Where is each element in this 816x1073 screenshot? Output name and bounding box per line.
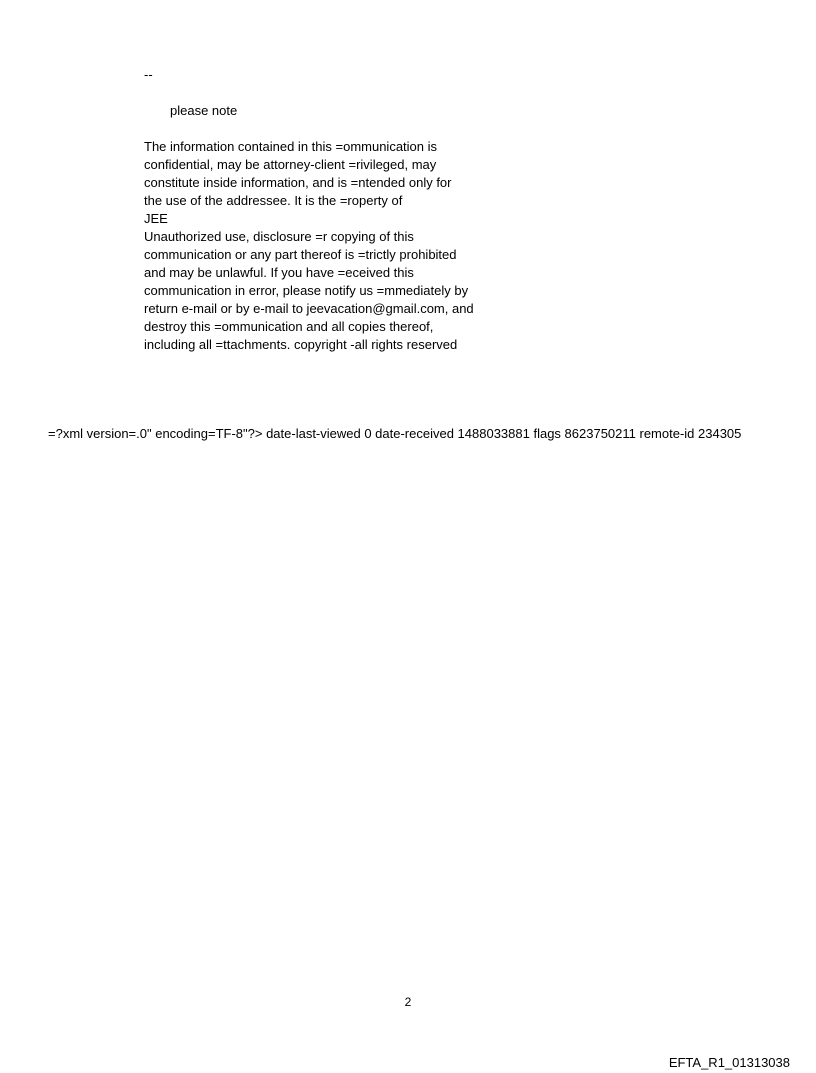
disclaimer-line: destroy this =ommunication and all copies thereof,: [144, 319, 434, 334]
disclaimer-line: return e-mail or by e-mail to jeevacation@gmail.com, and: [144, 301, 474, 316]
disclaimer-line: the use of the addressee. It is the =roperty of: [144, 193, 403, 208]
note-label: please note: [170, 103, 238, 118]
disclaimer-line: constitute inside information, and is =ntended only for: [144, 175, 452, 190]
confidentiality-disclaimer: [144, 138, 524, 354]
disclaimer-line: JEE: [144, 211, 168, 226]
disclaimer-line: Unauthorized use, disclosure =r copying of this: [144, 229, 414, 244]
page-number: 2: [404, 995, 412, 1009]
disclaimer-line: communication in error, please notify us =mmediately by: [144, 283, 469, 298]
disclaimer-line: confidential, may be attorney-client =rivileged, may: [144, 157, 437, 172]
document-id-stamp: EFTA_R1_01313038: [668, 1055, 790, 1070]
disclaimer-line: and may be unlawful. If you have =eceived this: [144, 265, 414, 280]
signature-separator: --: [144, 67, 153, 82]
disclaimer-line: communication or any part thereof is =trictly prohibited: [144, 247, 457, 262]
disclaimer-line: The information contained in this =ommunication is: [144, 139, 438, 154]
xml-metadata-line: =?xml version=.0" encoding=TF-8"?> date-last-viewed 0 date-received 1488033881 flags 8623750211 remote-id 234305: [48, 426, 742, 441]
disclaimer-line: including all =ttachments. copyright -all rights reserved: [144, 337, 458, 352]
